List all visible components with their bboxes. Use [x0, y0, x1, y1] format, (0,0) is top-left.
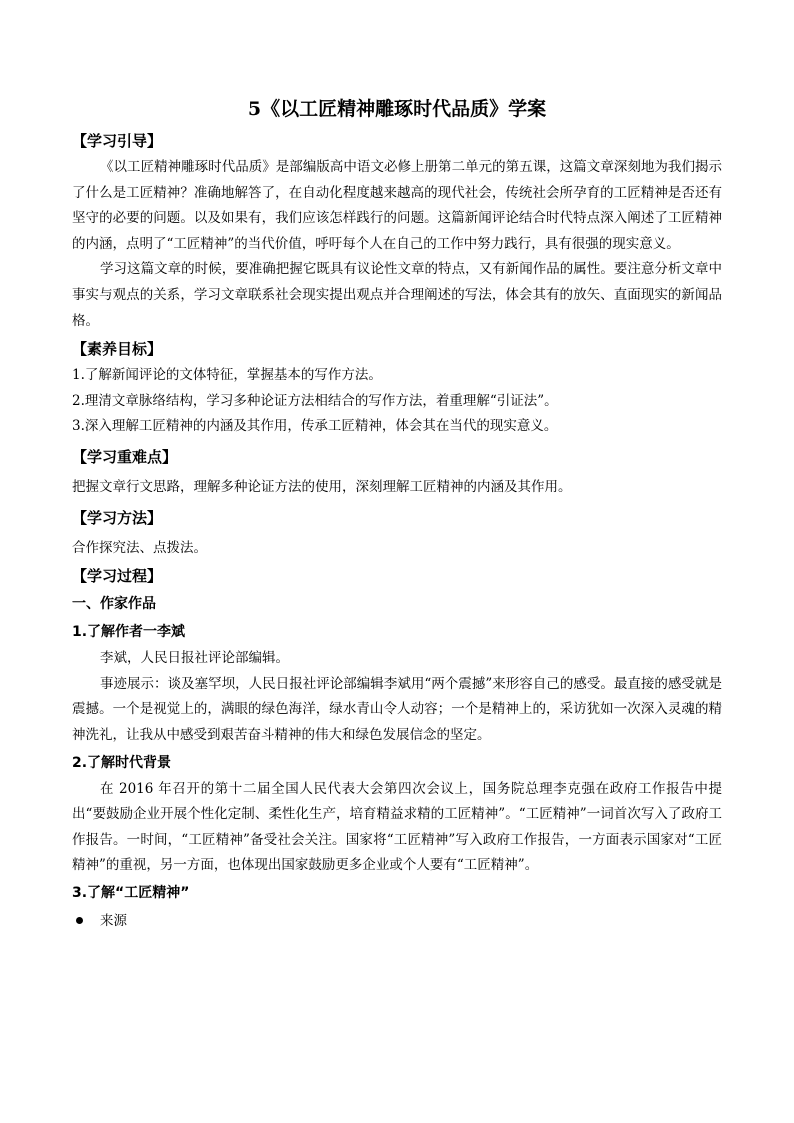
goal-item-2: 2.理清文章脉络结构，学习多种论证方法相结合的写作方法，着重理解“引证法”。	[72, 392, 558, 409]
bullet-item-label: 来源	[100, 912, 127, 929]
page-title: 5《以工匠精神雕琢时代品质》学案	[247, 98, 547, 120]
bullet-item-source	[72, 907, 722, 935]
author-subheading: 1.了解作者一李斌	[72, 624, 186, 641]
author-deeds-paragraph: 事迹展示：谈及塞罕坝，人民日报社评论部编辑李斌用“两个震撼”来形容自己的感受。最直接的感受就是震撼。一个是视觉上的，满眼的绿色海洋，绿水青山令人动容；一个是精神上的，采访犹如一次深入灵魂的精神洗礼，让我从中感受到艰苦奋斗精神的伟大和绿色发展信念的坚定。	[72, 675, 722, 743]
section-heading-methods: 【学习方法】	[72, 508, 163, 527]
author-intro-paragraph: 李斌，人民日报社评论部编辑。	[100, 650, 289, 667]
craftsman-spirit-subheading: 3.了解“工匠精神”	[72, 884, 190, 901]
methods-text: 合作探究法、点拨法。	[72, 539, 207, 556]
guide-paragraph-2: 学习这篇文章的时候，要准确把握它既具有议论性文章的特点，又有新闻作品的属性。要注意分析文章中事实与观点的关系，学习文章联系社会现实提出观点并合理阐述的写法，体会其有的放矢、直面现实的新闻品格。	[72, 261, 722, 329]
guide-paragraph-1: 《以工匠精神雕琢时代品质》是部编版高中语文必修上册第二单元的第五课，这篇文章深刻地为我们揭示了什么是工匠精神？准确地解答了，在自动化程度越来越高的现代社会，传统社会所孕育的工匠精神是否还有坚守的必要的问题。以及如果有，我们应该怎样践行的问题。这篇新闻评论结合时代特点深入阐述了工匠精神的内涵，点明了“工匠精神”的当代价值，呼吁每个人在自己的工作中努力践行，具有很强的现实意义。	[72, 159, 722, 252]
section-heading-guide: 【学习引导】	[72, 132, 163, 150]
section-heading-process: 【学习过程】	[72, 567, 163, 586]
bullet-dot-icon	[76, 917, 83, 924]
background-paragraph: 在 2016 年召开的第十二届全国人民代表大会第四次会议上，国务院总理李克强在政府工作报告中提出“要鼓励企业开展个性化定制、柔性化生产，培育精益求精的工匠精神”。“工匠精神”一词首次写入了政府工作报告。一时间，“工匠精神”备受社会关注。国家将“工匠精神”写入政府工作报告，一方面表示国家对“工匠精神”的重视，另一方面，也体现出国家鼓励更多企业或个人要有“工匠精神”。	[72, 780, 722, 874]
document-page	[72, 92, 722, 935]
section-heading-goals: 【素养目标】	[72, 340, 163, 359]
process-part-1-heading: 一、作家作品	[72, 596, 156, 613]
background-subheading: 2.了解时代背景	[72, 754, 172, 771]
keypoints-text: 把握文章行文思路，理解多种论证方法的使用，深刻理解工匠精神的内涵及其作用。	[72, 478, 572, 495]
section-heading-keypoints: 【学习重难点】	[72, 447, 178, 466]
goal-item-1: 1.了解新闻评论的文体特征，掌握基本的写作方法。	[72, 367, 382, 384]
goal-item-3: 3.深入理解工匠精神的内涵及其作用，传承工匠精神，体会其在当代的现实意义。	[72, 418, 558, 435]
